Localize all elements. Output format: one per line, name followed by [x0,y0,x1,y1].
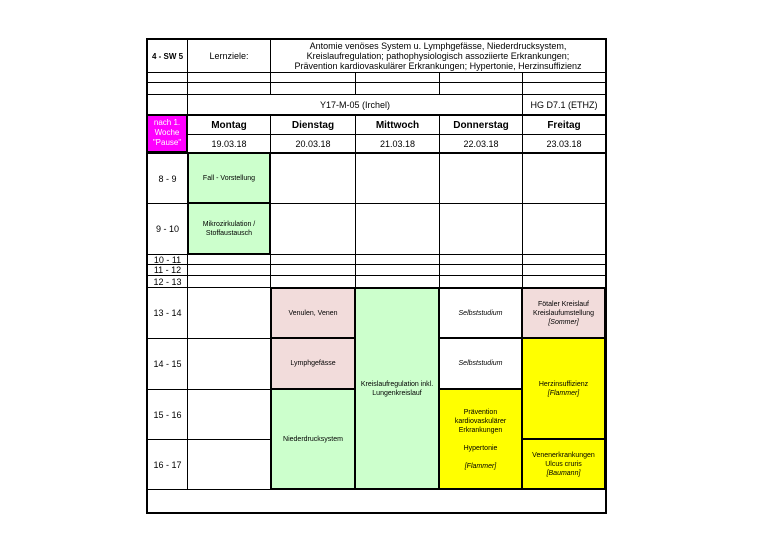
event-mon-fall-vorstellung [188,153,270,203]
event-label: Niederdrucksystem [283,435,343,443]
lernziele-label: Lernziele: [209,51,249,61]
time-8-9: 8 - 9 [158,173,177,184]
day-freitag: Freitag [547,119,581,131]
event-label: Kreislaufregulation inkl. Lungenkreislauf [360,380,434,397]
event-label: Venenerkrankungen Ulcus cruris [Baumann] [532,451,595,477]
time-13-14: 13 - 14 [153,308,182,318]
time-14-15: 14 - 15 [153,359,182,369]
event-tue-niederdrucksystem [271,389,355,489]
time-10-11: 10 - 11 [153,254,182,265]
event-tue-lymphgefaesse [271,338,355,389]
event-fri-herzinsuffizienz [522,338,605,439]
event-wed-kreislaufregulation [355,288,439,489]
event-label: Selbststudium [458,360,503,367]
event-mon-mikrozirkulation [188,203,270,254]
event-label: Fötaler Kreislauf Kreislaufumstellung [Sommer] [532,300,595,326]
time-16-17: 16 - 17 [153,459,182,470]
date-montag: 19.03.18 [211,138,247,149]
week-label: 4 - SW 5 [151,51,184,61]
date-mittwoch: 21.03.18 [379,138,416,149]
time-9-10: 9 - 10 [155,224,179,234]
date-dienstag: 20.03.18 [295,138,331,149]
event-fri-foetaler-kreislauf [522,288,605,338]
event-thu-praevention [439,389,522,489]
time-12-13: 12 - 13 [153,276,182,287]
event-label: Lymphgefässe [290,360,336,367]
event-thu-selbststudium-2 [439,338,522,389]
event-label: Venulen, Venen [288,309,338,317]
event-label: Herzinsuffizienz [Flammer] [538,380,589,397]
event-label: Mikrozirkulation / Stoffaustausch [202,220,256,237]
day-donnerstag: Donnerstag [453,119,509,131]
day-montag: Montag [211,119,247,131]
lernziele-text: Antomie venöses System u. Lymphgefässe, Niederdrucksystem, Kreislaufregulation; pathophysiologisch assoziierte Erkrankungen; Prävention kardiovaskulärer Erkrankungen; Hypertonie, Herzinsuffizienz [294,41,582,71]
day-dienstag: Dienstag [291,119,335,131]
event-label: Fall - Vorstellung [202,174,256,182]
room-irchel: Y17-M-05 (Irchel) [319,99,391,110]
event-thu-selbststudium-1 [439,288,522,338]
event-label: Selbststudium [458,309,503,317]
event-fri-venenerkrankungen [522,439,605,489]
time-15-16: 15 - 16 [153,409,182,420]
event-label: Prävention kardiovaskulärer Erkrankungen Hypertonie [Flammer] [454,408,507,470]
event-tue-venulen-venen [271,288,355,338]
pause-note: nach 1. Woche "Pause" [147,114,187,152]
day-mittwoch: Mittwoch [375,119,420,131]
time-11-12: 11 - 12 [153,265,182,275]
room-ethz: HG D7.1 (ETHZ) [530,99,598,110]
date-freitag: 23.03.18 [546,138,582,149]
date-donnerstag: 22.03.18 [463,138,499,149]
